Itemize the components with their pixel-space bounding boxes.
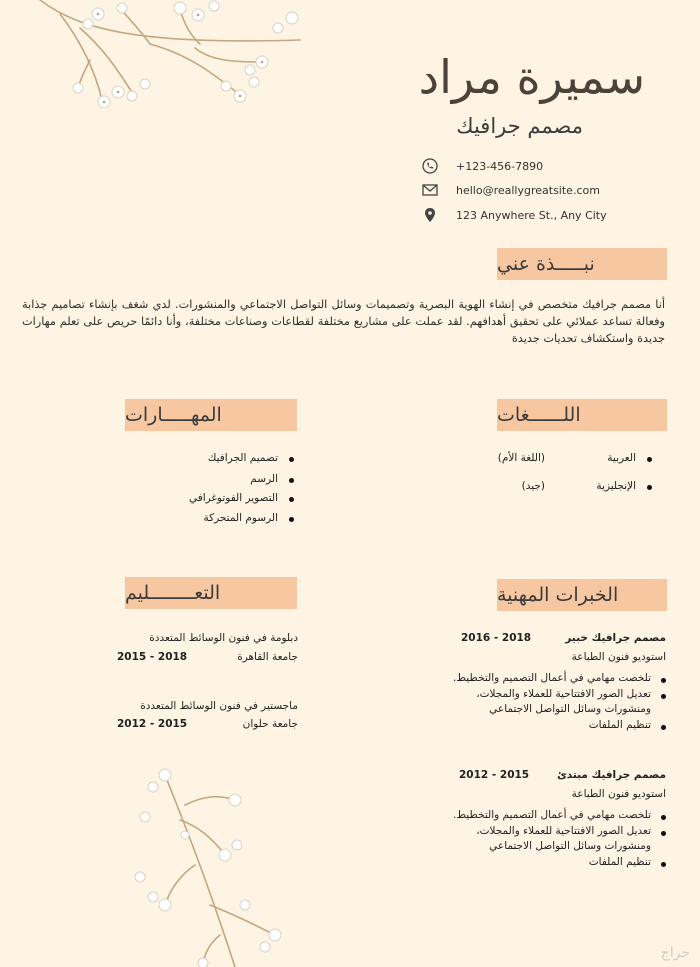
contact-address: 123 Anywhere St., Any City bbox=[456, 208, 607, 222]
job-duty: ومنشورات وسائل التواصل الاجتماعي bbox=[489, 840, 651, 852]
job-duty: تنظيم الملفات bbox=[588, 719, 651, 731]
bullet-icon bbox=[289, 497, 294, 502]
bullet-icon bbox=[661, 725, 666, 730]
bullet-icon bbox=[661, 831, 666, 836]
watermark: حراج bbox=[660, 945, 690, 961]
language-level: (جيد) bbox=[521, 480, 545, 492]
contact-email: hello@reallygreatsite.com bbox=[456, 183, 600, 197]
languages-header: اللــــــغات bbox=[497, 399, 667, 431]
about-header: نبـــــذة عني bbox=[497, 248, 667, 280]
contact-email-row bbox=[422, 179, 600, 201]
floral-branch-top-icon bbox=[0, 0, 310, 120]
language-name: العربية bbox=[607, 452, 636, 464]
skill-item: الرسم bbox=[250, 473, 278, 485]
resume-name: سميرة مراد bbox=[418, 50, 645, 104]
job-company: استوديو فنون الطباعة bbox=[571, 788, 666, 800]
job-duty: ومنشورات وسائل التواصل الاجتماعي bbox=[489, 703, 651, 715]
language-name: الإنجليزية bbox=[596, 480, 636, 492]
job-duty: تنظيم الملفات bbox=[588, 856, 651, 868]
resume-role: مصمم جرافيك bbox=[456, 114, 583, 138]
skill-item: تصميم الجرافيك bbox=[207, 452, 278, 464]
bullet-icon bbox=[289, 457, 294, 462]
skill-item: الرسوم المتحركة bbox=[203, 512, 278, 524]
job-company: استوديو فنون الطباعة bbox=[571, 651, 666, 663]
edu-degree: دبلومة في فنون الوسائط المتعددة bbox=[149, 632, 298, 644]
job-duty: تعديل الصور الافتتاحية للعملاء والمجلات، bbox=[476, 825, 651, 837]
bullet-icon bbox=[647, 457, 652, 462]
contact-address-row bbox=[422, 204, 607, 226]
skill-item: التصوير الفوتوغرافي bbox=[188, 492, 278, 504]
bullet-icon bbox=[661, 815, 666, 820]
edu-school: جامعة حلوان bbox=[242, 718, 298, 730]
bullet-icon bbox=[289, 517, 294, 522]
education-header: التعــــــــليم bbox=[125, 577, 297, 609]
mail-icon bbox=[422, 182, 438, 198]
edu-dates: 2012 - 2015 bbox=[117, 718, 188, 730]
edu-degree: ماجستير في فنون الوسائط المتعددة bbox=[140, 700, 298, 712]
floral-branch-bottom-icon bbox=[125, 765, 295, 967]
job-duty: تعديل الصور الافتتاحية للعملاء والمجلات، bbox=[476, 688, 651, 700]
bullet-icon bbox=[661, 678, 666, 683]
job-title: مصمم جرافيك مبتدئ bbox=[557, 769, 666, 781]
bullet-icon bbox=[647, 485, 652, 490]
job-duty: تلخصت مهامي في أعمال التصميم والتخطيط. bbox=[452, 672, 651, 684]
job-title: مصمم جرافيك خبير bbox=[565, 632, 666, 644]
phone-icon bbox=[422, 158, 438, 174]
edu-dates: 2015 - 2018 bbox=[117, 651, 188, 663]
job-dates: 2016 - 2018 bbox=[461, 632, 532, 644]
contact-phone-row bbox=[422, 155, 543, 177]
job-dates: 2012 - 2015 bbox=[459, 769, 530, 781]
bullet-icon bbox=[661, 862, 666, 867]
experience-header: الخبرات المهنية bbox=[497, 579, 667, 611]
bullet-icon bbox=[661, 694, 666, 699]
about-text: أنا مصمم جرافيك متخصص في إنشاء الهوية البصرية وتصميمات وسائل التواصل الاجتماعي والمنشورات. لدي شغف بإنشاء تصاميم جذابة وفعالة تساعد عملائي على تحقيق أهدافهم. لقد عملت على مشاريع مختلفة لقطاعات وصناعات مختلفة، وأنا دائمًا حريص على تعلم مهارات جديدة واستكشاف تحديات جديدة bbox=[22, 298, 665, 345]
job-duty: تلخصت مهامي في أعمال التصميم والتخطيط. bbox=[452, 809, 651, 821]
skills-header: المهـــــارات bbox=[125, 399, 297, 431]
bullet-icon bbox=[289, 478, 294, 483]
edu-school: جامعة القاهرة bbox=[237, 651, 298, 663]
contact-phone: +123-456-7890 bbox=[456, 159, 544, 173]
language-level: (اللغة الأم) bbox=[497, 452, 545, 464]
location-pin-icon bbox=[422, 207, 438, 223]
